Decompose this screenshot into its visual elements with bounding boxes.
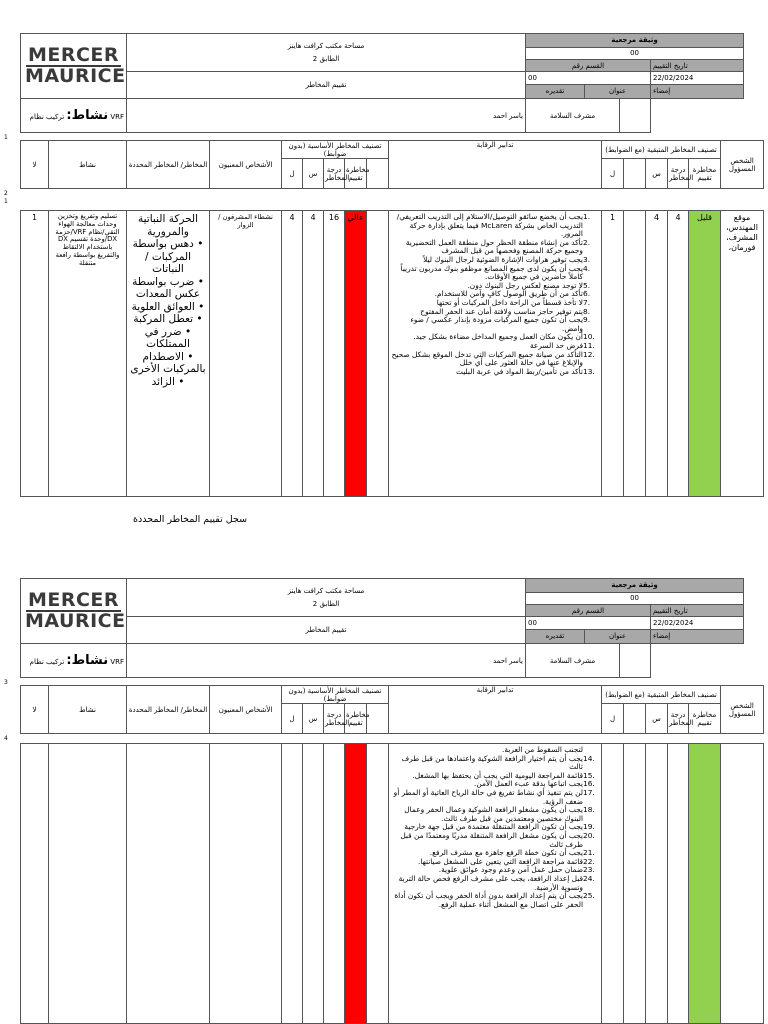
section-no-label: القسم رقم (526, 604, 651, 616)
supervisor-name: ياسر احمد (127, 99, 526, 133)
control-number: 21. (583, 848, 595, 858)
control-text: تأكد من إنشاء منطقة الحظر حول منطقة العمل التحضيرية وجميع حركة المصنع وفحصها من قبل المشرف (405, 237, 583, 256)
control-text: قائمة مراجعة الرافعة التي يتعين على المشغل صيانتها. (417, 856, 583, 866)
control-number: 20. (583, 830, 595, 840)
control-text: لتجنب السقوط من العربة. (502, 745, 583, 754)
control-number: 14. (583, 753, 595, 763)
row-risk-low (689, 744, 721, 1024)
control-number: 2. (583, 237, 591, 247)
col-risk-eval: مخاطرة تقييم (689, 704, 721, 734)
control-text: يجب أن يخضع سائقو التوصيل/الاستلام إلى التدريب التعريفي/التدريب الخاص بشركة McLaren فيما يتعلق بإدارة حركة المرور. (396, 212, 583, 239)
sign-label: إمضاء (651, 629, 744, 644)
table-caption: سجل تقييم المخاطر المحددة (133, 514, 248, 525)
column-header-table-2 (20, 685, 764, 734)
estimate-label: تقديره (526, 629, 585, 644)
ref-doc-value: 00 (526, 592, 744, 604)
section-no-value: 00 (526, 617, 651, 629)
row-l: 4 (282, 211, 303, 497)
control-number: 4. (583, 263, 591, 273)
control-text: يتم توفير حاجز مناسب ولافتة أمان عند الحفر المفتوح (420, 306, 583, 316)
margin-number: 1 (4, 198, 8, 205)
control-number: 1. (583, 212, 591, 221)
site-title: مساحة مكتب كرافت هاينز (287, 586, 365, 595)
control-number: 11. (583, 340, 595, 350)
row-s: 4 (303, 211, 324, 497)
col-expected-class: تصنيف المخاطر المتبقية (مع الضوابط) (602, 141, 721, 159)
control-number: 18. (583, 805, 595, 815)
col-persons: الأشخاص المعنيون (210, 686, 282, 734)
col-base-class: تصنيف المخاطر الأساسية (بدون ضوابط) (282, 141, 389, 159)
control-text: يجب أن يكون لدى جميع المصانع موظفو بنوك مدربون تدريباً كاملاً حاضرين في جميع الأوقات. (400, 263, 583, 282)
assess-date-value: 22/02/2024 (651, 617, 744, 629)
hazard-item: • الزائد (151, 375, 185, 388)
control-text: يجب أن تكون جميع المركبات مزودة بإنذار عكسي / ضوء وامض. (410, 315, 583, 333)
activity-value: تركيب نظام VRF (29, 658, 124, 667)
row-no (21, 744, 49, 1024)
control-item (391, 832, 599, 849)
controls-list (391, 746, 599, 909)
row-persons (210, 744, 282, 1024)
col-risk-eval: مخاطرة تقييم (689, 159, 721, 189)
control-number: 12. (583, 349, 595, 359)
control-text: ضمان حمل عمل آمن وعدم وجود عوائق علوية. (438, 865, 583, 875)
col-s: س (646, 704, 668, 734)
hazard-item: • ضرر في الممتلكات (144, 325, 192, 350)
col-l: ل (602, 159, 624, 189)
hazard-item: • العوائق العلوية (131, 300, 205, 313)
col-controls: تدابير الرقابة (389, 141, 602, 189)
control-number: 19. (583, 822, 595, 832)
estimate-label: تقديره (526, 84, 585, 99)
col-risk-eval: مخاطرة تقييم (345, 704, 367, 734)
risk-table-row-2 (20, 743, 764, 1024)
control-number: 10. (583, 332, 595, 342)
row-res-degree: 4 (668, 211, 689, 497)
control-number: 22. (583, 856, 595, 866)
row-persons: نشطاء المشرفون / الزوار (210, 211, 282, 497)
activity-cell (21, 644, 127, 678)
supervisor-name: ياسر احمد (127, 644, 526, 678)
title-label: عنوان (585, 629, 651, 644)
doc-title: تقييم المخاطر (127, 72, 526, 99)
section-no-label: القسم رقم (526, 59, 651, 71)
control-number: 8. (583, 306, 591, 316)
control-text: لا توجد مصنع لعكس رجل البنوك دون. (467, 280, 583, 290)
col-expected-class: تصنيف المخاطر المتبقية (مع الضوابط) (602, 686, 721, 704)
activity-label: نشاط: (66, 108, 109, 124)
row-degree (324, 744, 345, 1024)
col-empty (367, 704, 389, 734)
col-empty (624, 704, 646, 734)
control-text: يجب أن تكون الرافعة المتنقلة معتمدة من قبل جهة خارجية (404, 822, 583, 832)
row-risk-high: عالي (345, 211, 367, 497)
ref-doc-label: وثيقة مرجعية (526, 34, 744, 48)
row-activity (49, 744, 127, 1024)
control-item (391, 892, 599, 909)
control-text: يجب أن يتم إعداد الرافعة بدون أداة الحفر ويجب أن تكون أداة الحفر على اتصال مع المشغل أثناء عملية الرفع. (394, 891, 583, 909)
col-base-class: تصنيف المخاطر الأساسية (بدون ضوابط) (282, 686, 389, 704)
control-text: فرض حد السرعة (529, 340, 583, 350)
col-risk-eval: مخاطرة تقييم (345, 159, 367, 189)
row-risk-low: قليل (689, 211, 721, 497)
activity-label: نشاط: (66, 653, 109, 669)
margin-number: 3 (4, 679, 8, 686)
control-item (391, 755, 599, 772)
control-number: 17. (583, 787, 595, 797)
row-res-s: 4 (646, 211, 668, 497)
row-empty (624, 744, 646, 1024)
margin-number: 2 (4, 190, 8, 197)
col-degree: درجة المخاطر (324, 704, 345, 734)
control-text: التأكد من صيانة جميع المركبات التي تدخل الموقع بشكل صحيح والإبلاغ عنها في حالة العثور على أي خلل (391, 349, 583, 368)
col-activity: نشاط (49, 686, 127, 734)
assess-date-value: 22/02/2024 (651, 72, 744, 84)
control-number: 24. (583, 873, 595, 883)
control-item (391, 875, 599, 892)
col-no: لا (21, 686, 49, 734)
site-title: مساحة مكتب كرافت هاينز (287, 41, 365, 50)
row-no: 1 (21, 211, 49, 497)
row-activity: تسليم وتفريغ وتخزين وحدات معالجة الهواء النقي/نظام VRF/حزمة DX/وحدة تقسيم DX باستخدام الالتقاط والتفريغ بواسطة رافعة متنقلة (49, 211, 127, 497)
hazard-item: • ضرب بواسطة عكس المعدات (132, 275, 204, 300)
supervisor-label: مشرف السلامة (526, 644, 620, 678)
signature-box (620, 644, 651, 678)
control-number: 5. (583, 280, 591, 290)
col-s: س (303, 159, 324, 189)
row-res-degree (668, 744, 689, 1024)
control-number: 9. (583, 315, 591, 325)
assess-date-label: تاريخ التقييم (651, 604, 744, 616)
col-responsible: الشخص المسؤول (721, 141, 764, 189)
row-controls (389, 744, 602, 1024)
control-text: لن يتم تنفيذ أي نشاط تفريغ في حالة الرياح العاتية أو المطر أو ضعف الرؤية. (393, 787, 583, 806)
control-text: يجب أن يكون مشغل الرافعة المتنقلة مدربًا ومعتمدًا من قبل طرف ثالث (400, 830, 583, 849)
col-l: ل (282, 159, 303, 189)
col-degree: درجة المخاطر (668, 159, 689, 189)
row-res-l: 1 (602, 211, 624, 497)
control-number: 23. (583, 865, 595, 875)
col-persons: الأشخاص المعنيون (210, 141, 282, 189)
activity-value: تركيب نظام VRF (29, 113, 124, 122)
col-s: س (646, 159, 668, 189)
sign-label: إمضاء (651, 84, 744, 99)
hazard-item: • دهس بواسطة المركبات / النباتات (132, 238, 204, 275)
col-no: لا (21, 141, 49, 189)
control-number: 25. (583, 891, 595, 901)
hazard-item: الحركة النباتية والمرورية (137, 213, 199, 238)
row-s (303, 744, 324, 1024)
control-text: قائمة المراجعة اليومية التي يجب أن يحتفظ بها المشغل. (412, 770, 583, 780)
margin-number: 4 (4, 735, 8, 742)
row-l (282, 744, 303, 1024)
control-item (391, 806, 599, 823)
col-responsible: الشخص المسؤول (721, 686, 764, 734)
col-controls: تدابير الرقابة (389, 686, 602, 734)
company-logo: MERCER MAURICE (21, 579, 127, 644)
assess-date-label: تاريخ التقييم (651, 59, 744, 71)
col-s: س (303, 704, 324, 734)
section-no-value: 00 (526, 72, 651, 84)
col-activity: نشاط (49, 141, 127, 189)
control-number: 13. (583, 366, 595, 376)
hazard-item: • تعطل المركبة (133, 313, 203, 325)
col-degree: درجة المخاطر (668, 704, 689, 734)
site-title-cell (127, 579, 526, 617)
control-number: 6. (583, 289, 591, 299)
control-text: يجب اتباعها بدقة عبء العمل الآمن. (473, 779, 583, 789)
row-res-s (646, 744, 668, 1024)
ref-doc-value: 00 (526, 47, 744, 59)
margin-number: 1 (4, 134, 8, 141)
control-text: تأكد من تأمين/ربط المواد في عربة البليت (455, 366, 583, 376)
col-degree: درجة المخاطر (324, 159, 345, 189)
control-text: تأكد من أن طريق الوصول كافٍ وآمن للاستخدام. (434, 289, 583, 299)
supervisor-label: مشرف السلامة (526, 99, 620, 133)
row-empty (367, 744, 389, 1024)
row-responsible (721, 744, 764, 1024)
floor-label: الطابق 2 (312, 54, 340, 63)
header-table-2 (20, 578, 744, 678)
control-number: 16. (583, 779, 595, 789)
col-l: ل (282, 704, 303, 734)
control-number: 7. (583, 297, 591, 307)
floor-label: الطابق 2 (312, 599, 340, 608)
control-text: يجب أن يتم اختيار الرافعة الشوكية واعتمادها من قبل طرف ثالث (401, 753, 583, 772)
doc-title: تقييم المخاطر (127, 617, 526, 644)
control-text: يجب أن يكون مشغلو الرافعة الشوكية وعمال الحفر وعمال البنوك مختصين ومعتمدين من قبل طرف ثالث. (404, 805, 583, 823)
col-l: ل (602, 704, 624, 734)
control-number: 3. (583, 254, 591, 264)
control-text: لا تأخذ قسطاً من الراحة داخل المركبات أو تحتها (436, 297, 583, 307)
control-text: قبل إعداد الرافعة، يجب على مشرف الرفع فحص حالة التربة وتسوية الأرضية. (398, 873, 583, 892)
hazard-item: • الاصطدام بالمركبات الأخرى (130, 350, 206, 375)
row-degree: 16 (324, 211, 345, 497)
ref-doc-label: وثيقة مرجعية (526, 579, 744, 593)
row-res-l (602, 744, 624, 1024)
control-text: يجب أن تكون خطة الرفع جاهزة مع مشرف الرفع. (429, 848, 583, 858)
control-number: 15. (583, 770, 595, 780)
company-logo: MERCER MAURICE (21, 34, 127, 99)
row-risk-high (345, 744, 367, 1024)
title-label: عنوان (585, 84, 651, 99)
row-hazards (127, 744, 210, 1024)
control-text: يجب توفير هراوات الإشارة الضوئية لرجال البنوك ليلاً (423, 254, 583, 264)
control-item (391, 789, 599, 806)
col-hazards: المخاطر/ المخاطر المحددة (127, 141, 210, 189)
control-text: أن يكون مكان العمل وجميع المداخل مضاءة بشكل جيد. (413, 332, 583, 342)
col-hazards: المخاطر/ المخاطر المحددة (127, 686, 210, 734)
row-responsible: موقع المهندس، المشرف، فورمان، (721, 211, 764, 497)
